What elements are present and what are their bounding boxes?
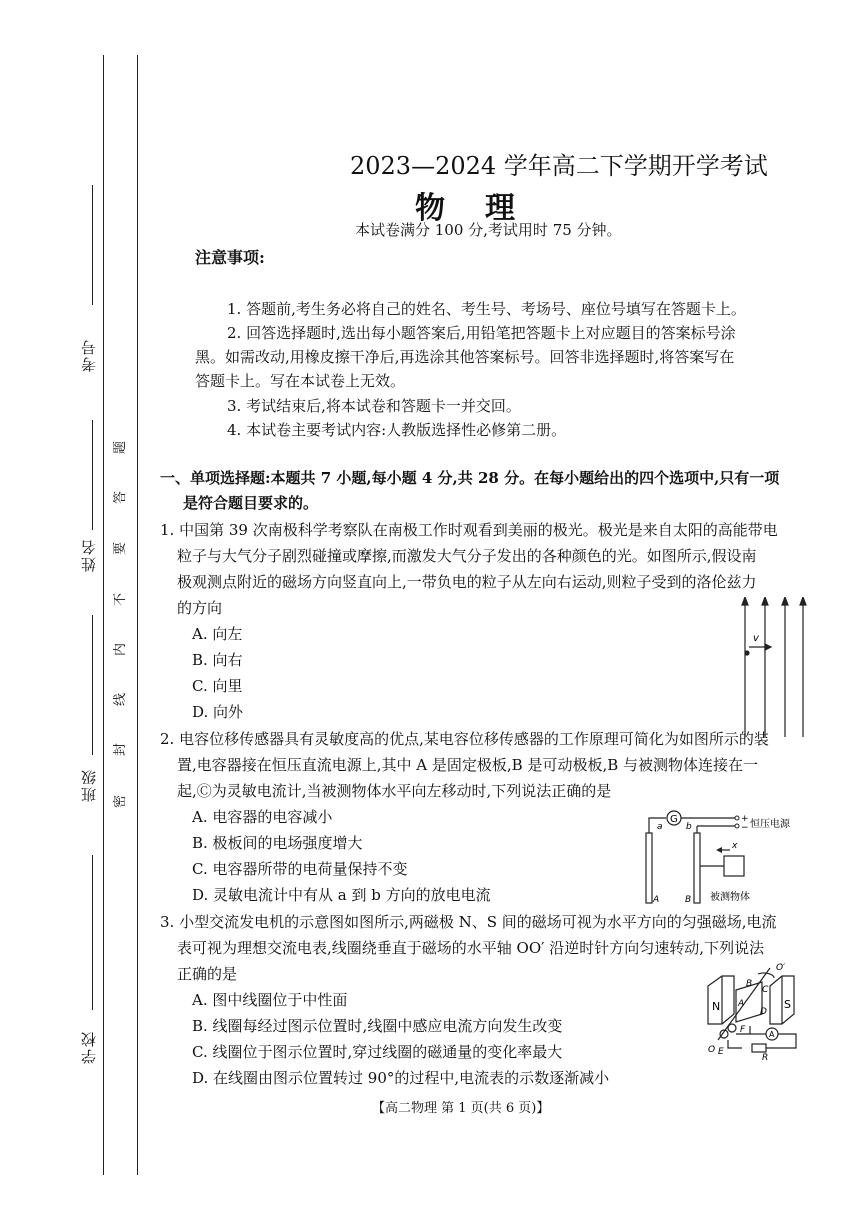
exam-info: 本试卷满分 100 分,考试用时 75 分钟。 bbox=[355, 221, 622, 239]
minus-label: − bbox=[741, 823, 749, 833]
coil-d-label: D bbox=[760, 1007, 767, 1017]
q2-capacitor-figure bbox=[640, 808, 810, 908]
class-label: 班级 bbox=[80, 768, 98, 802]
q3-generator-figure bbox=[700, 962, 805, 1062]
q1-option-b: B. 向右 bbox=[192, 651, 243, 669]
q1-stem: 粒子与大气分子剧烈碰撞或摩擦,而激发大气分子发出的各种颜色的光。如图所示,假设南 bbox=[177, 547, 757, 565]
exam-no-label: 考号 bbox=[80, 338, 98, 372]
coil-a-label: A bbox=[738, 999, 745, 1009]
seal-char: 不 bbox=[113, 592, 129, 607]
notice-item: 4. 本试卷主要考试内容:人教版选择性必修第二册。 bbox=[227, 421, 567, 439]
seal-char: 内 bbox=[113, 642, 129, 657]
point-b-label: b bbox=[686, 822, 692, 832]
axis-o-prime-label: O′ bbox=[776, 963, 786, 973]
school-line bbox=[92, 855, 93, 1010]
ammeter-label: A bbox=[769, 1030, 775, 1039]
galvanometer-label: G bbox=[670, 814, 678, 825]
name-line bbox=[92, 420, 93, 530]
q1-stem: 1. 中国第 39 次南极科学考察队在南极工作时观看到美丽的极光。极光是来自太阳的高能带电 bbox=[160, 521, 778, 539]
plus-label: + bbox=[741, 814, 749, 824]
q1-stem: 极观测点附近的磁场方向竖直向上,一带负电的粒子从左向右运动,则粒子受到的洛伦兹力 bbox=[177, 573, 757, 591]
pole-n-label: N bbox=[712, 1000, 721, 1013]
axis-o-label: O bbox=[708, 1045, 716, 1055]
q1-option-a: A. 向左 bbox=[192, 625, 243, 643]
brush-f-label: F bbox=[740, 1025, 746, 1035]
power-source-label: 恒压电源 bbox=[750, 819, 790, 830]
q2-stem: 起,Ⓒ为灵敏电流计,当被测物体水平向左移动时,下列说法正确的是 bbox=[177, 782, 612, 800]
seal-char: 密 bbox=[113, 794, 129, 809]
subject-title: 物理 bbox=[415, 191, 555, 226]
seal-char: 题 bbox=[113, 440, 129, 455]
binding-line-outer bbox=[103, 55, 104, 1175]
q3-option-a: A. 图中线圈位于中性面 bbox=[192, 991, 348, 1009]
q3-option-b: B. 线圈每经过图示位置时,线圈中感应电流方向发生改变 bbox=[192, 1017, 563, 1035]
q3-stem: 表可视为理想交流电表,线圈绕垂直于磁场的水平轴 OO′ 沿逆时针方向匀速转动,下列说法 bbox=[177, 939, 765, 957]
notice-item: 1. 答题前,考生务必将自己的姓名、考生号、考场号、座位号填写在答题卡上。 bbox=[227, 300, 746, 318]
notice-item: 3. 考试结束后,将本试卷和答题卡一并交回。 bbox=[227, 397, 521, 415]
q2-option-d: D. 灵敏电流计中有从 a 到 b 方向的放电电流 bbox=[192, 886, 491, 904]
q2-option-b: B. 极板间的电场强度增大 bbox=[192, 834, 363, 852]
section1-heading: 一、单项选择题:本题共 7 小题,每小题 4 分,共 28 分。在每小题给出的四个选项中,只有一项 bbox=[160, 469, 780, 487]
school-label: 学校 bbox=[80, 1030, 98, 1064]
q1-stem: 的方向 bbox=[177, 599, 223, 617]
seal-char: 要 bbox=[113, 541, 129, 556]
seal-char: 线 bbox=[113, 692, 129, 707]
binding-line-inner bbox=[137, 55, 138, 1175]
notice-heading: 注意事项: bbox=[195, 248, 265, 267]
name-label: 姓名 bbox=[80, 538, 98, 572]
section1-heading-cont: 是符合题目要求的。 bbox=[183, 494, 319, 512]
brush-e-label: E bbox=[718, 1047, 724, 1057]
coil-c-label: C bbox=[762, 985, 769, 995]
q2-option-a: A. 电容器的电容减小 bbox=[192, 808, 333, 826]
plate-a-label: A bbox=[653, 895, 660, 905]
notice-item: 黑。如需改动,用橡皮擦干净后,再选涂其他答案标号。回答非选择题时,将答案写在 bbox=[195, 348, 735, 366]
pole-s-label: S bbox=[784, 998, 791, 1011]
q1-option-c: C. 向里 bbox=[192, 677, 243, 695]
seal-char: 封 bbox=[113, 742, 129, 757]
seal-char: 答 bbox=[113, 490, 129, 505]
resistor-r-label: R bbox=[762, 1053, 769, 1062]
q3-option-c: C. 线圈位于图示位置时,穿过线圈的磁通量的变化率最大 bbox=[192, 1043, 563, 1061]
coil-b-label: B bbox=[746, 979, 753, 989]
q3-stem: 正确的是 bbox=[177, 965, 238, 983]
exam-title: 2023—2024 学年高二下学期开学考试 bbox=[350, 152, 768, 180]
q1-option-d: D. 向外 bbox=[192, 703, 244, 721]
displacement-label: x bbox=[732, 841, 738, 851]
q2-option-c: C. 电容器所带的电荷量保持不变 bbox=[192, 860, 408, 878]
point-a-label: a bbox=[657, 822, 663, 832]
notice-item: 2. 回答选择题时,选出每小题答案后,用铅笔把答题卡上对应题目的答案标号涂 bbox=[227, 324, 736, 342]
page-footer: 【高二物理 第 1 页(共 6 页)】 bbox=[372, 1101, 550, 1116]
q2-stem: 2. 电容位移传感器具有灵敏度高的优点,某电容位移传感器的工作原理可简化为如图所示的装 bbox=[160, 730, 769, 748]
velocity-label: v bbox=[753, 633, 759, 644]
exam-no-line bbox=[92, 185, 93, 305]
q1-magnetic-field-figure bbox=[735, 597, 810, 737]
object-label: 被测物体 bbox=[710, 892, 750, 903]
notice-item: 答题卡上。写在本试卷上无效。 bbox=[195, 372, 406, 390]
class-line bbox=[92, 615, 93, 755]
q3-stem: 3. 小型交流发电机的示意图如图所示,两磁极 N、S 间的磁场可视为水平方向的匀强磁场,电流 bbox=[160, 913, 777, 931]
q2-stem: 置,电容器接在恒压直流电源上,其中 A 是固定极板,B 是可动极板,B 与被测物体连接在一 bbox=[177, 756, 759, 774]
plate-b-label: B bbox=[685, 895, 692, 905]
q3-option-d: D. 在线圈由图示位置转过 90°的过程中,电流表的示数逐渐减小 bbox=[192, 1069, 610, 1087]
